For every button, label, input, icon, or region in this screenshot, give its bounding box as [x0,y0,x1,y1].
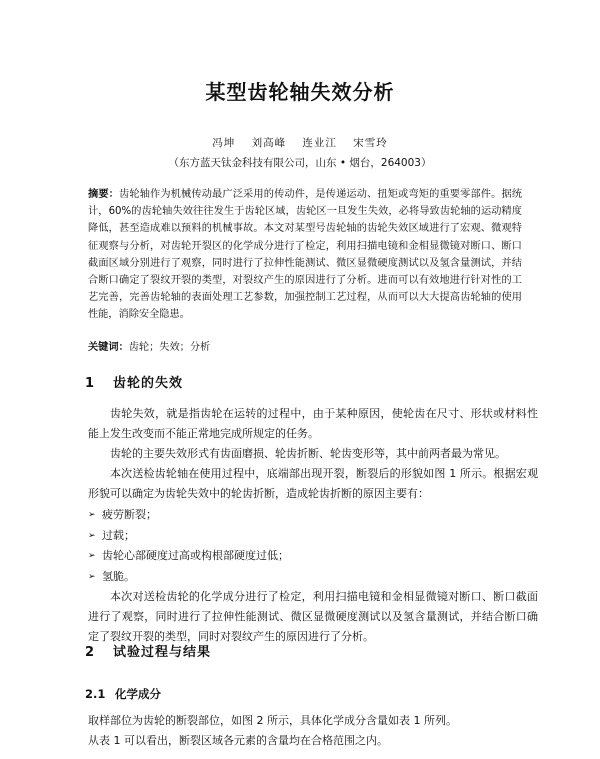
cause-list [88,505,528,587]
section-title: 齿轮的失效 [113,376,184,391]
subsection-title: 化学成分 [115,687,161,701]
abstract-text: 齿轮轴作为机械传动最广泛采用的传动件，是传递运动、扭矩或弯矩的重要零部件。据统计，60%的齿轮轴失效往往发生于齿轮区域，齿轮区一旦发生失效，必将导致齿轮轴的运动精度降低，甚至造成难以预料的机械事故。本文对某型号齿轮轴的齿轮失效区域进行了宏观、微观特征观察与分析，对齿轮开裂区的化学成分进行了检定，利用扫描电镜和金相显微镜对断口、断口截面区域分别进行了观察，同时进行了拉伸性能测试、微区显微硬度测试以及氢含量测试，并结合断口确定了裂纹开裂的类型，对裂纹产生的原因进行了分析。进而可以有效地进行针对性的工艺完善，完善齿轮轴的表面处理工艺参数，加强控制工艺过程，从而可以大大提高齿轮轴的使用性能，消除安全隐患。 [88,189,523,321]
author-name: 冯坤 [212,137,236,149]
abstract-label: 摘要： [88,189,120,200]
arrow-bullet-icon: ➢ [88,530,96,541]
list-item: ➢ 齿轮心部硬度过高或构根部硬度过低； [88,546,528,567]
author-name: 宋雪玲 [353,137,388,149]
paragraph: 本次送检齿轮轴在使用过程中，底端部出现开裂，断裂后的形貌如图 1 所示。根据宏观形貌可以确定为齿轮失效中的轮齿折断，造成轮齿折断的原因主要有： [88,467,538,500]
author-name: 连业江 [302,137,337,149]
keywords [88,338,522,353]
author-name: 刘高峰 [251,137,287,149]
subsection-2-1-heading [85,686,161,702]
subsection-number: 2.1 [85,687,106,701]
paragraph: 齿轮的主要失效形式有齿面磨损、轮齿折断、轮齿变形等，其中前两者最为常见。 [110,447,506,460]
author-list [0,135,600,150]
paragraph: 从表 1 可以看出，断裂区域各元素的含量均在合格范围之内。 [88,734,388,747]
arrow-bullet-icon: ➢ [88,510,96,520]
list-item: ➢ 过载； [88,526,528,547]
section-1-heading [85,372,183,391]
abstract [88,186,522,324]
paragraph: 取样部位为齿轮的断裂部位，如图 2 所示，具体化学成分含量如表 1 所列。 [88,714,457,727]
section-number: 1 [85,376,96,391]
keywords-text: 齿轮；失效；分析 [128,342,211,353]
arrow-bullet-icon: ➢ [88,551,96,561]
paragraph: 齿轮失效，就是指齿轮在运转的过程中，由于某种原因，使轮齿在尺寸、形状或材料性能上发生改变而不能正常地完成所规定的任务。 [88,407,538,440]
paper-title: 某型齿轮轴失效分析 [205,80,395,104]
keywords-label: 关键词： [88,342,129,353]
paragraph: 本次对送检齿轮的化学成分进行了检定，利用扫描电镜和金相显微镜对断口、断口截面进行了观察，同时进行了拉伸性能测试、微区显微硬度测试以及氢含量测试，并结合断口确定了裂纹开裂的类型，同时对裂纹产生的原因进行了分析。 [88,590,538,643]
section-2-heading [85,641,211,660]
list-item: ➢ 疲劳断裂； [88,505,528,526]
affiliation: （东方蓝天钛金科技有限公司，山东 • 烟台，264003） [168,157,432,169]
section-number: 2 [85,645,96,660]
arrow-bullet-icon: ➢ [88,571,96,582]
section-title: 试验过程与结果 [113,645,212,660]
list-item: ➢ 氢脆。 [88,567,528,588]
